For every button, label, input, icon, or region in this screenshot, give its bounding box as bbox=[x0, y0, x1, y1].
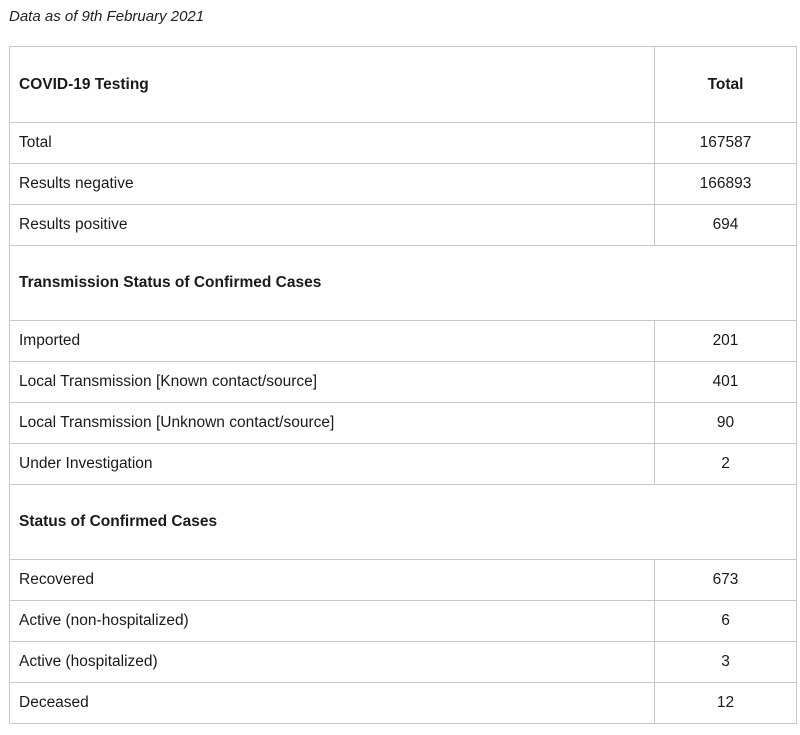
table-row bbox=[10, 403, 797, 444]
row-value: 2 bbox=[655, 444, 797, 485]
row-value: 201 bbox=[655, 321, 797, 362]
row-label: Recovered bbox=[10, 560, 655, 601]
row-label: Imported bbox=[10, 321, 655, 362]
row-label: Results positive bbox=[10, 205, 655, 246]
section-row-status bbox=[10, 485, 797, 560]
table-row bbox=[10, 362, 797, 403]
section-title: Transmission Status of Confirmed Cases bbox=[10, 246, 655, 321]
section-empty-cell bbox=[655, 246, 797, 321]
row-value: 166893 bbox=[655, 164, 797, 205]
header-total: Total bbox=[655, 47, 797, 123]
section-title: Status of Confirmed Cases bbox=[10, 485, 655, 560]
row-label: Active (non-hospitalized) bbox=[10, 601, 655, 642]
row-value: 167587 bbox=[655, 123, 797, 164]
table-row bbox=[10, 205, 797, 246]
table-row bbox=[10, 642, 797, 683]
section-row-transmission bbox=[10, 246, 797, 321]
section-empty-cell bbox=[655, 485, 797, 560]
row-value: 694 bbox=[655, 205, 797, 246]
table-header-row bbox=[10, 47, 797, 123]
table-row bbox=[10, 321, 797, 362]
row-label: Under Investigation bbox=[10, 444, 655, 485]
table-row bbox=[10, 683, 797, 724]
covid-stats-table bbox=[9, 46, 797, 724]
table-row bbox=[10, 560, 797, 601]
header-label: COVID-19 Testing bbox=[10, 47, 655, 123]
row-label: Deceased bbox=[10, 683, 655, 724]
table-row bbox=[10, 164, 797, 205]
row-label: Local Transmission [Known contact/source] bbox=[10, 362, 655, 403]
row-label: Local Transmission [Unknown contact/source] bbox=[10, 403, 655, 444]
table-row bbox=[10, 123, 797, 164]
row-label: Results negative bbox=[10, 164, 655, 205]
row-value: 3 bbox=[655, 642, 797, 683]
table-row bbox=[10, 601, 797, 642]
row-label: Active (hospitalized) bbox=[10, 642, 655, 683]
data-date-caption: Data as of 9th February 2021 bbox=[9, 8, 205, 25]
row-value: 90 bbox=[655, 403, 797, 444]
row-value: 12 bbox=[655, 683, 797, 724]
row-label: Total bbox=[10, 123, 655, 164]
row-value: 401 bbox=[655, 362, 797, 403]
row-value: 673 bbox=[655, 560, 797, 601]
table-row bbox=[10, 444, 797, 485]
row-value: 6 bbox=[655, 601, 797, 642]
